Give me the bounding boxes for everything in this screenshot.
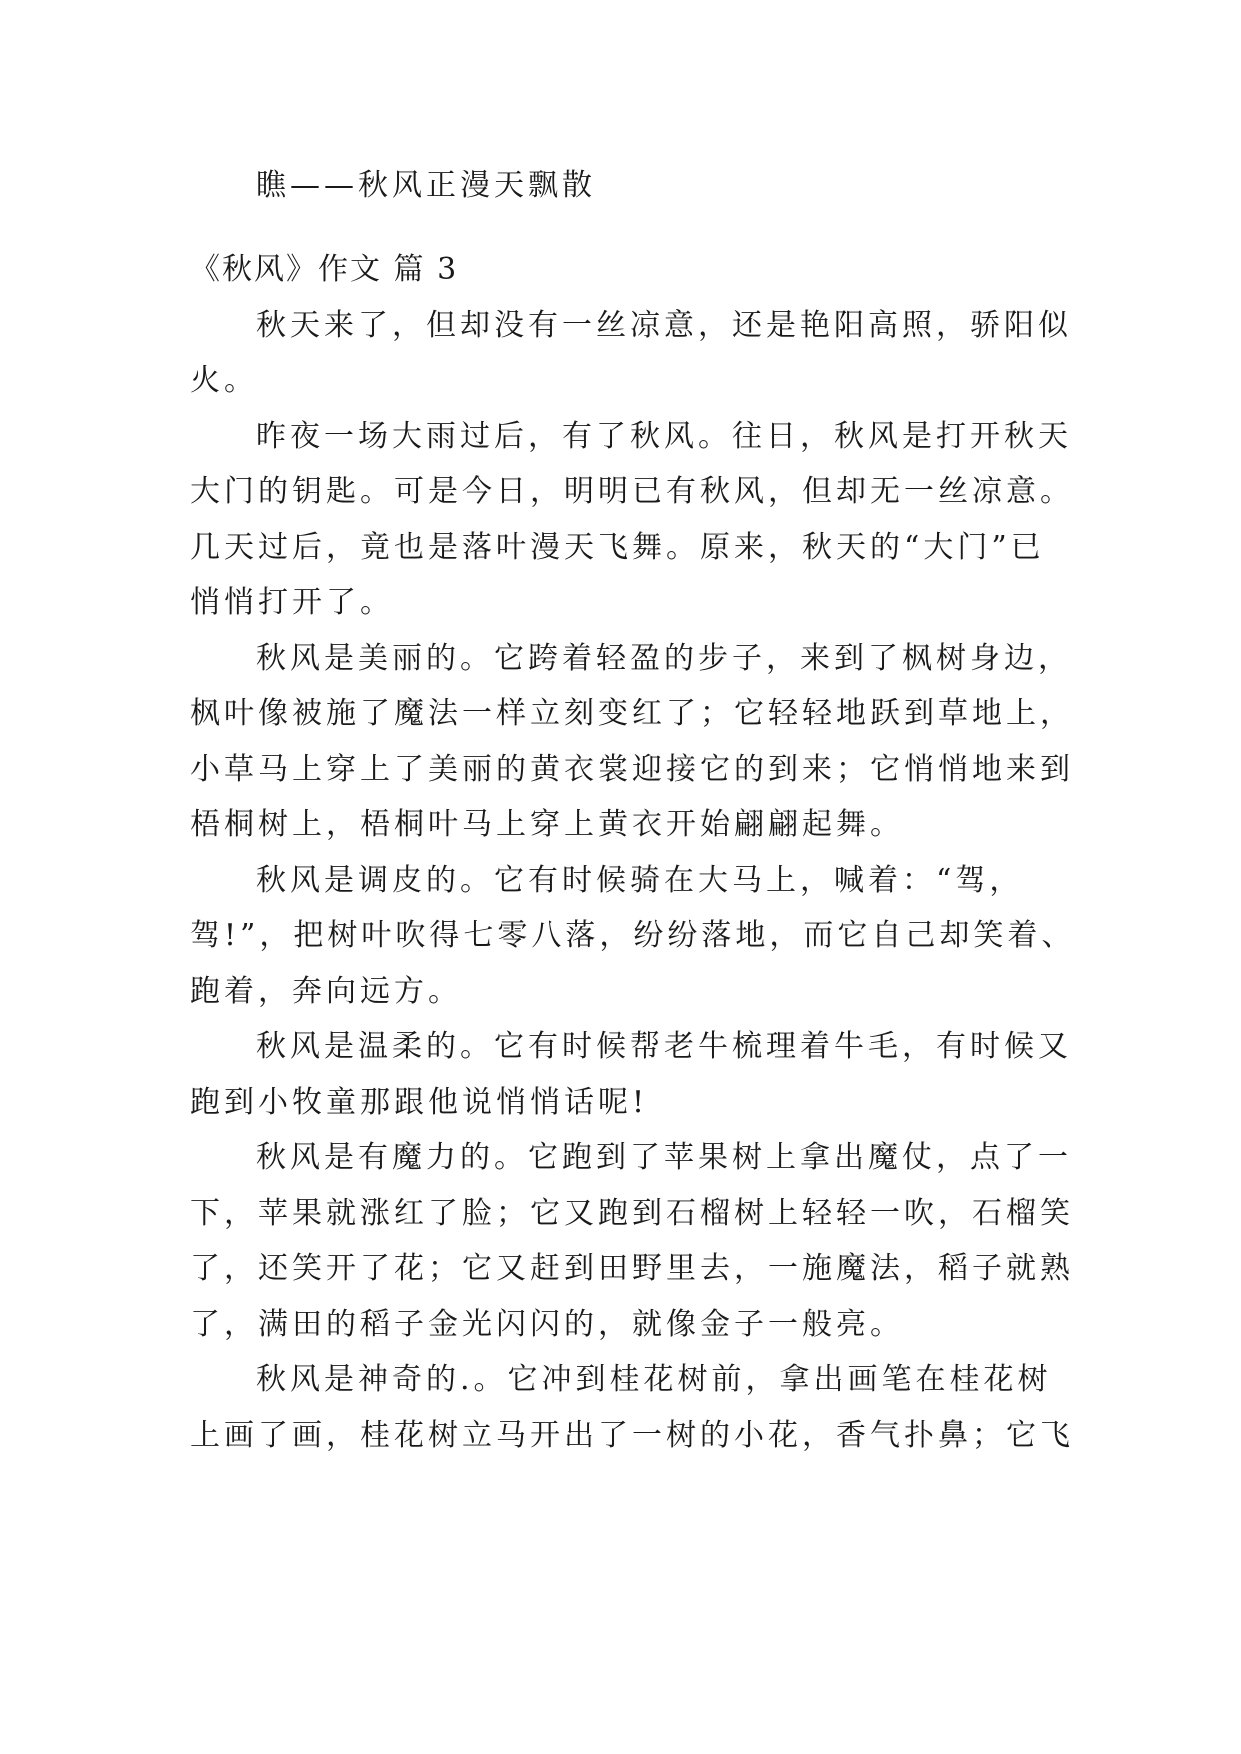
text-line: 跑到小牧童那跟他说悄悄话呢! [190, 1085, 649, 1120]
text-line: 秋天来了，但却没有一丝凉意，还是艳阳高照，骄阳似 [256, 308, 1072, 343]
text-line: 上画了画，桂花树立马开出了一树的小花，香气扑鼻；它飞 [190, 1418, 1074, 1453]
text-line: 火。 [190, 363, 258, 398]
text-line: 昨夜一场大雨过后，有了秋风。往日，秋风是打开秋天 [256, 419, 1072, 454]
text-line: 几天过后，竟也是落叶漫天飞舞。原来，秋天的“大门”已 [190, 530, 1045, 565]
text-line: 瞧——秋风正漫天飘散 [256, 168, 596, 203]
text-line: 枫叶像被施了魔法一样立刻变红了；它轻轻地跃到草地上， [190, 696, 1074, 731]
essay-heading: 《秋风》作文 篇 3 [190, 252, 459, 287]
text-line: 小草马上穿上了美丽的黄衣裳迎接它的到来；它悄悄地来到 [190, 752, 1074, 787]
text-line: 跑着，奔向远方。 [190, 974, 462, 1009]
text-line: 了，满田的稻子金光闪闪的，就像金子一般亮。 [190, 1307, 904, 1342]
text-line: 秋风是调皮的。它有时候骑在大马上，喊着：“驾， [256, 863, 1024, 898]
text-line: 秋风是神奇的.。它冲到桂花树前，拿出画笔在桂花树 [256, 1362, 1052, 1397]
text-line: 大门的钥匙。可是今日，明明已有秋风，但却无一丝凉意。 [190, 474, 1074, 509]
text-line: 下，苹果就涨红了脸；它又跑到石榴树上轻轻一吹，石榴笑 [190, 1196, 1074, 1231]
text-line: 秋风是美丽的。它跨着轻盈的步子，来到了枫树身边， [256, 641, 1072, 676]
text-line: 悄悄打开了。 [190, 585, 394, 620]
text-line: 梧桐树上，梧桐叶马上穿上黄衣开始翩翩起舞。 [190, 807, 904, 842]
text-line: 了，还笑开了花；它又赶到田野里去，一施魔法，稻子就熟 [190, 1251, 1074, 1286]
text-line: 秋风是温柔的。它有时候帮老牛梳理着牛毛，有时候又 [256, 1029, 1072, 1064]
text-line: 秋风是有魔力的。它跑到了苹果树上拿出魔仗，点了一 [256, 1140, 1072, 1175]
text-line: 驾!”，把树叶吹得七零八落，纷纷落地，而它自己却笑着、 [190, 918, 1076, 953]
